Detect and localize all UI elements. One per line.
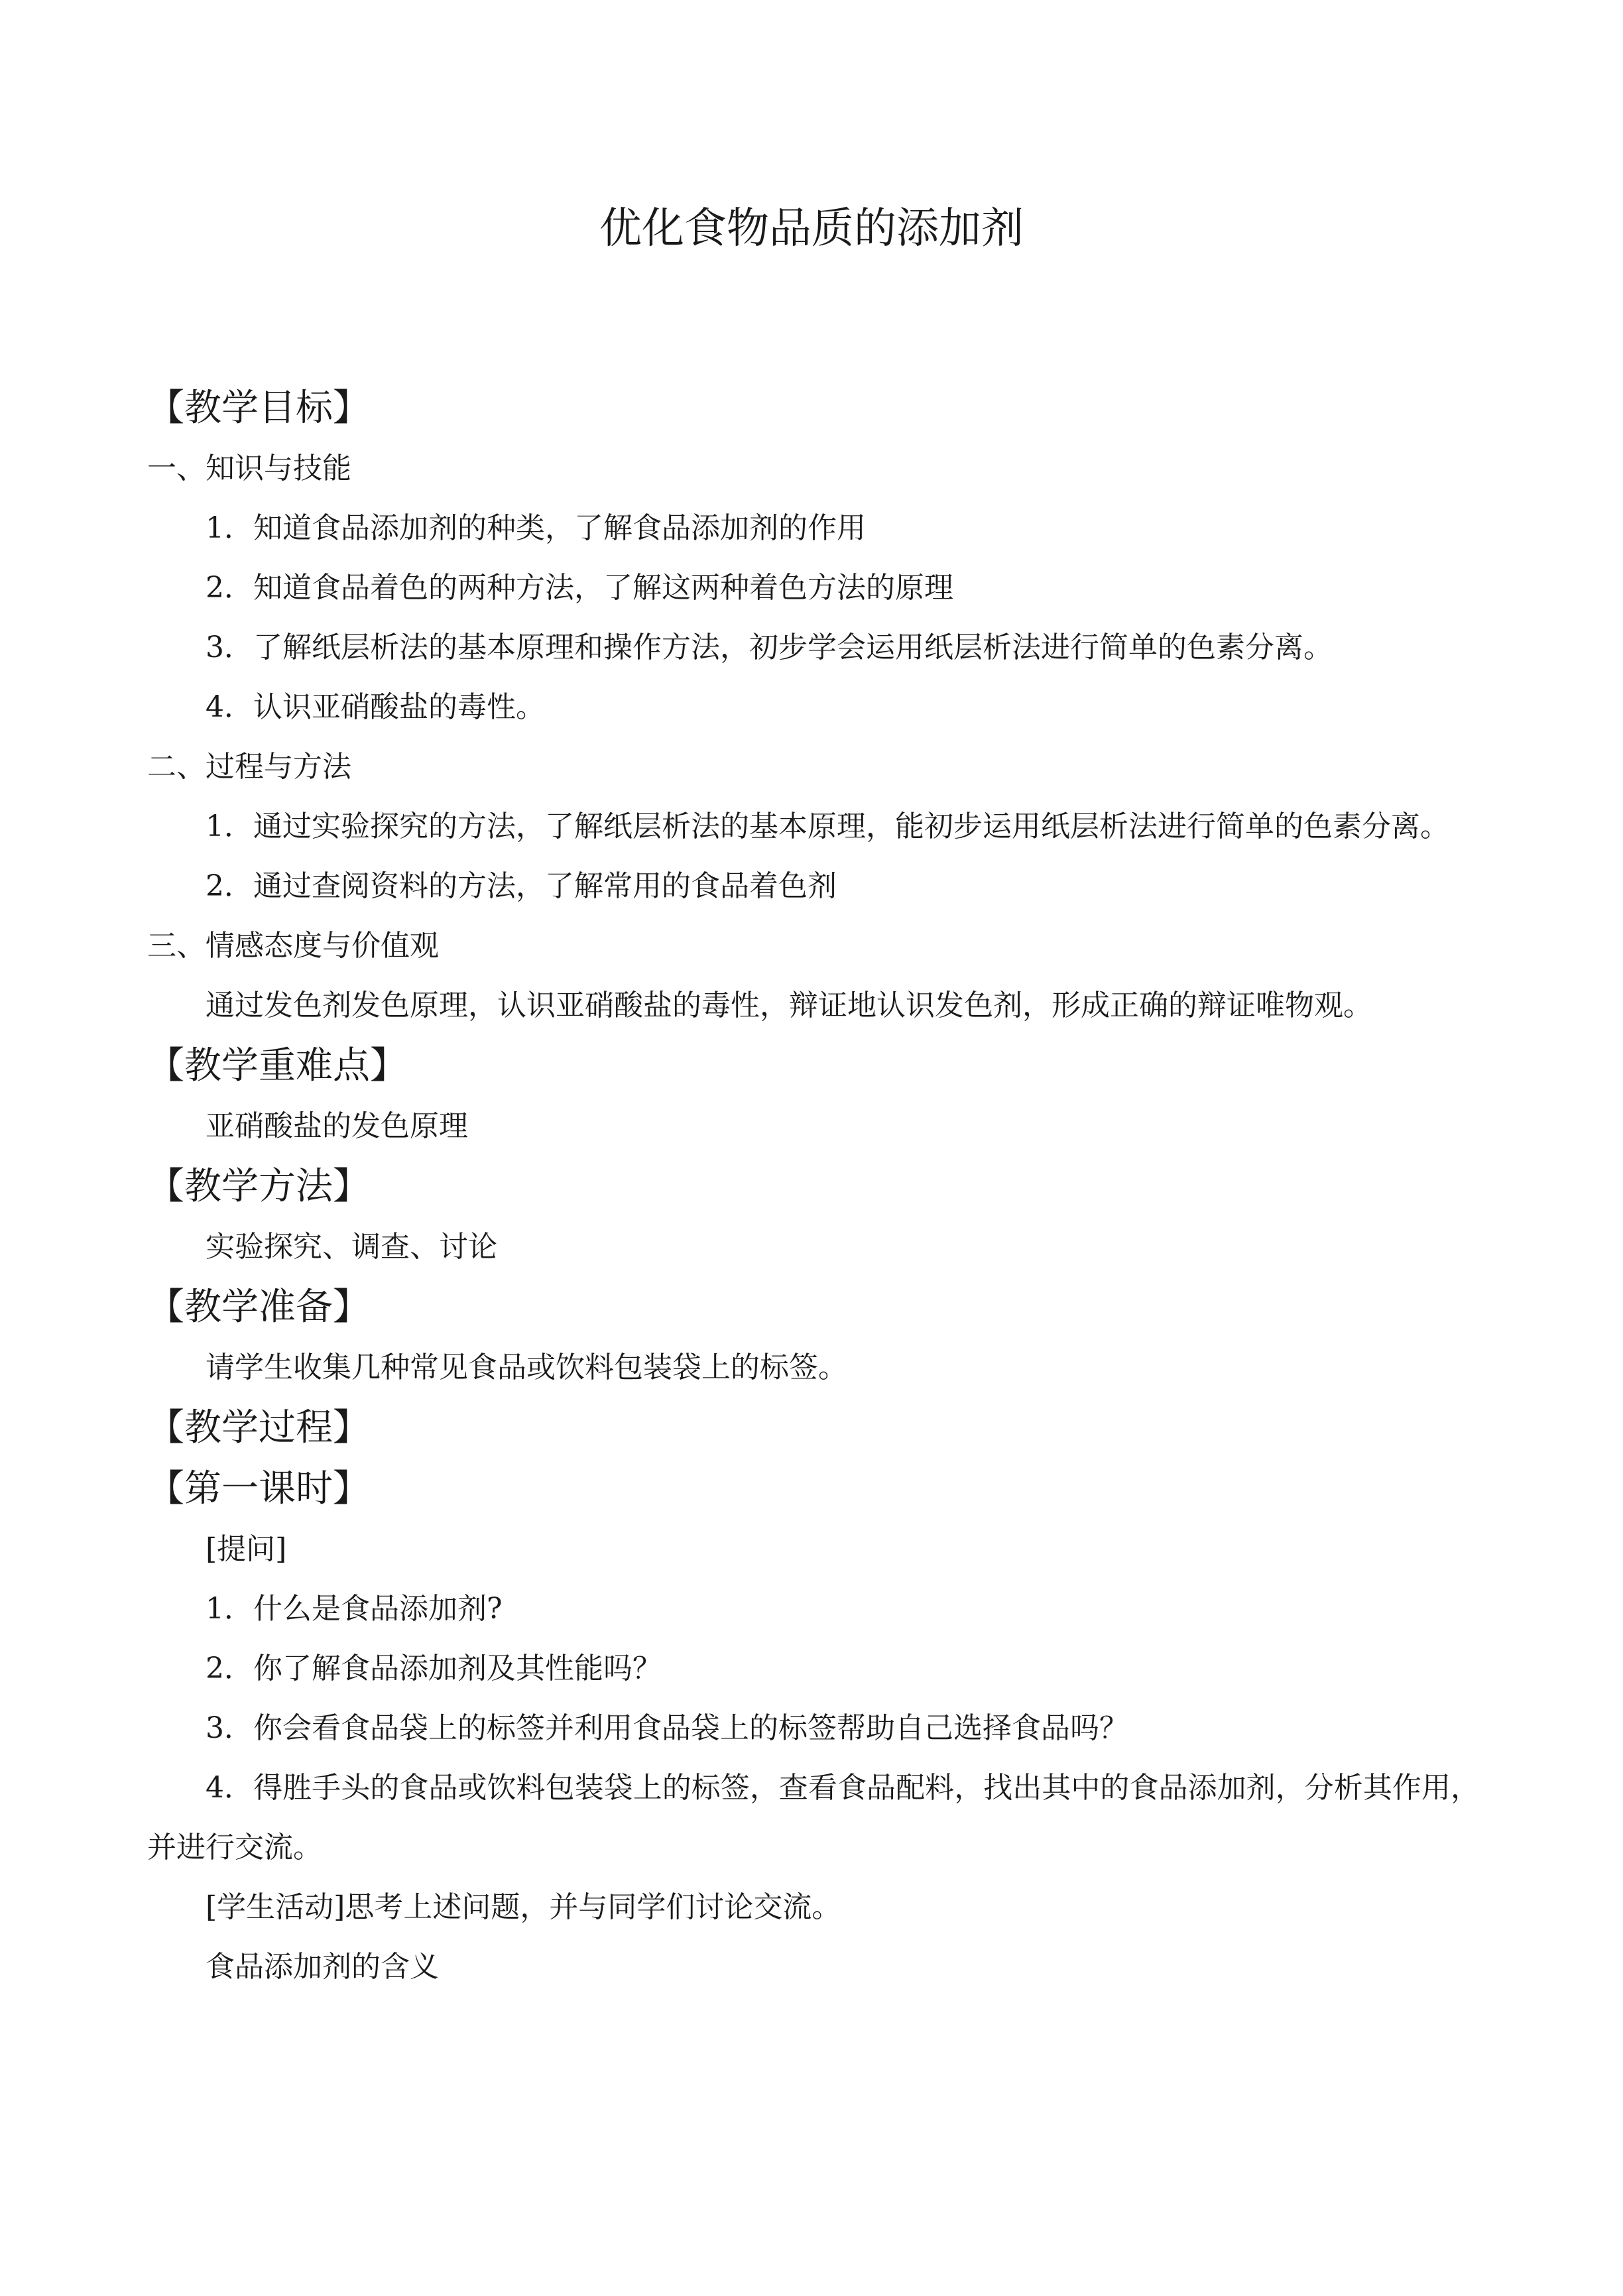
- section-heading-difficulty: 【教学重难点】: [147, 1044, 407, 1087]
- subheading-process: 二、过程与方法: [147, 750, 351, 784]
- subheading-attitude: 三、情感态度与价值观: [147, 929, 439, 963]
- list-item: 2．知道食品着色的两种方法，了解这两种着色方法的原理: [206, 571, 953, 605]
- list-item: 4．得胜手头的食品或饮料包装袋上的标签，查看食品配料，找出其中的食品添加剂，分析其作用，并进行交流。: [147, 1771, 1480, 1864]
- document-body: [147, 378, 1480, 1997]
- subheading-knowledge: 一、知识与技能: [147, 452, 351, 485]
- list-item: 1．什么是食品添加剂?: [206, 1592, 503, 1626]
- section-heading-lesson1: 【第一课时】: [147, 1467, 370, 1510]
- paragraph: 通过发色剂发色原理，认识亚硝酸盐的毒性，辩证地认识发色剂，形成正确的辩证唯物观。: [206, 989, 1372, 1022]
- paragraph: [学生活动]思考上述问题，并与同学们讨论交流。: [206, 1890, 841, 1924]
- list-item: 2．通过查阅资料的方法，了解常用的食品着色剂: [206, 869, 837, 903]
- section-heading-process: 【教学过程】: [147, 1406, 370, 1449]
- list-item: 3．你会看食品袋上的标签并利用食品袋上的标签帮助自己选择食品吗？: [206, 1711, 1128, 1745]
- list-item: 1．知道食品添加剂的种类，了解食品添加剂的作用: [206, 511, 866, 545]
- list-item: 3．了解纸层析法的基本原理和操作方法，初步学会运用纸层析法进行简单的色素分离。: [206, 631, 1333, 664]
- list-item: 4．认识亚硝酸盐的毒性。: [206, 690, 545, 724]
- paragraph: 实验探究、调查、讨论: [206, 1230, 497, 1264]
- section-heading-methods: 【教学方法】: [147, 1165, 370, 1208]
- paragraph: 请学生收集几种常见食品或饮料包装袋上的标签。: [206, 1351, 847, 1384]
- section-heading-preparation: 【教学准备】: [147, 1286, 370, 1329]
- page-title: 优化食物品质的添加剂: [599, 204, 1024, 253]
- paragraph: 亚硝酸盐的发色原理: [206, 1109, 468, 1143]
- question-label: [提问]: [206, 1532, 287, 1566]
- section-heading-objectives: 【教学目标】: [147, 387, 370, 430]
- list-item: 1．通过实验探究的方法，了解纸层析法的基本原理，能初步运用纸层析法进行简单的色素分离。: [206, 810, 1449, 843]
- paragraph: 食品添加剂的含义: [206, 1950, 439, 1984]
- list-item: 2．你了解食品添加剂及其性能吗？: [206, 1652, 662, 1685]
